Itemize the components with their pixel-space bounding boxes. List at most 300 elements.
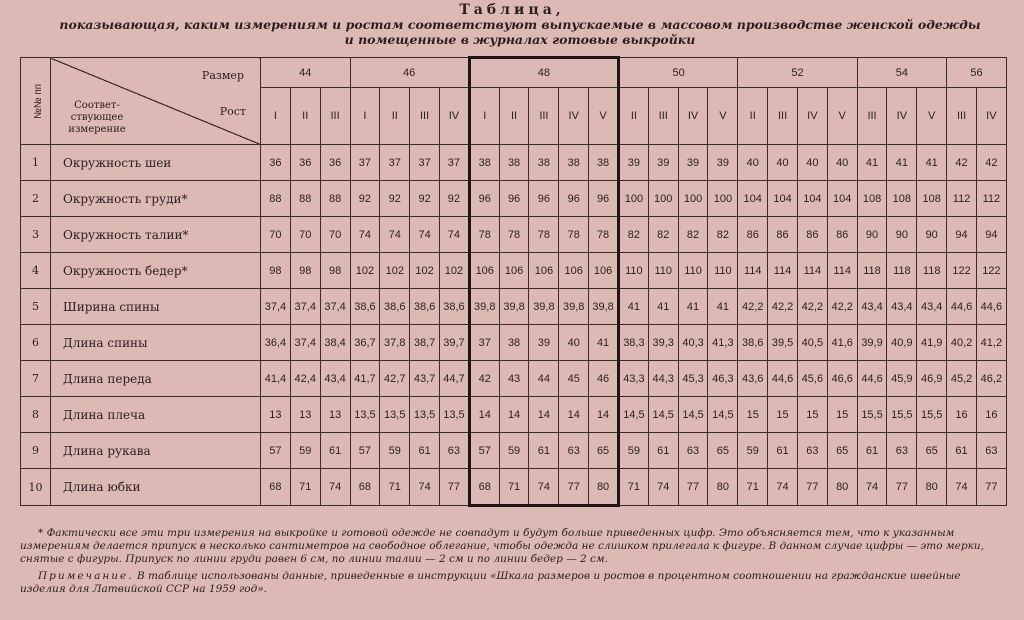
value-cell: 71 (738, 469, 768, 506)
value-cell: 68 (350, 469, 380, 506)
value-cell: 14 (499, 397, 529, 433)
value-cell: 74 (529, 469, 559, 506)
row-number: 1 (21, 145, 51, 181)
value-cell: 40,5 (797, 325, 827, 361)
value-cell: 71 (499, 469, 529, 506)
value-cell: 15 (768, 397, 798, 433)
value-cell: 92 (380, 181, 410, 217)
value-cell: 104 (797, 181, 827, 217)
value-cell: 44 (529, 361, 559, 397)
value-cell: 112 (976, 181, 1006, 217)
value-cell: 100 (708, 181, 738, 217)
value-cell: 77 (887, 469, 917, 506)
value-cell: 38,6 (440, 289, 470, 325)
value-cell: 38 (499, 145, 529, 181)
value-cell: 90 (857, 217, 887, 253)
value-cell: 36 (261, 145, 291, 181)
value-cell: 59 (499, 433, 529, 469)
value-cell: 39,8 (499, 289, 529, 325)
value-cell: 13 (261, 397, 291, 433)
value-cell: 39,8 (559, 289, 589, 325)
row-number: 5 (21, 289, 51, 325)
value-cell: 70 (320, 217, 350, 253)
value-cell: 88 (261, 181, 291, 217)
height-header-48-III: III (529, 88, 559, 145)
value-cell: 41 (678, 289, 708, 325)
value-cell: 90 (887, 217, 917, 253)
height-header-44-III: III (320, 88, 350, 145)
value-cell: 40 (797, 145, 827, 181)
value-cell: 13,5 (350, 397, 380, 433)
value-cell: 43,4 (320, 361, 350, 397)
value-cell: 86 (768, 217, 798, 253)
value-cell: 80 (917, 469, 947, 506)
value-cell: 110 (678, 253, 708, 289)
value-cell: 39,8 (589, 289, 619, 325)
subtitle-line-2: и помещенные в журналах готовые выкройки (344, 32, 696, 47)
value-cell: 41 (648, 289, 678, 325)
value-cell: 78 (559, 217, 589, 253)
value-cell: 63 (976, 433, 1006, 469)
value-cell: 37 (410, 145, 440, 181)
value-cell: 96 (469, 181, 499, 217)
value-cell: 106 (469, 253, 499, 289)
height-header-56-III: III (947, 88, 977, 145)
value-cell: 13 (290, 397, 320, 433)
value-cell: 98 (290, 253, 320, 289)
value-cell: 37 (440, 145, 470, 181)
value-cell: 57 (261, 433, 291, 469)
value-cell: 86 (797, 217, 827, 253)
value-cell: 118 (887, 253, 917, 289)
diagonal-header-cell (51, 58, 261, 145)
value-cell: 38,6 (350, 289, 380, 325)
value-cell: 108 (917, 181, 947, 217)
value-cell: 122 (976, 253, 1006, 289)
value-cell: 41,7 (350, 361, 380, 397)
value-cell: 44,6 (768, 361, 798, 397)
value-cell: 74 (380, 217, 410, 253)
value-cell: 41 (589, 325, 619, 361)
value-cell: 45,9 (887, 361, 917, 397)
value-cell: 96 (499, 181, 529, 217)
value-cell: 63 (440, 433, 470, 469)
value-cell: 36,7 (350, 325, 380, 361)
size-header-54: 54 (857, 58, 947, 88)
value-cell: 59 (290, 433, 320, 469)
remark-label: Примечание. (38, 570, 134, 582)
value-cell: 114 (797, 253, 827, 289)
row-number: 8 (21, 397, 51, 433)
value-cell: 41,6 (827, 325, 857, 361)
value-cell: 106 (589, 253, 619, 289)
subtitle-line-1: показывающая, каким измерениям и ростам соответствуют выпускаемые в массовом производстве женской одежды (59, 17, 981, 32)
value-cell: 74 (947, 469, 977, 506)
measurement-name: Ширина спины (51, 289, 261, 325)
value-cell: 112 (947, 181, 977, 217)
value-cell: 78 (529, 217, 559, 253)
value-cell: 38 (529, 145, 559, 181)
value-cell: 37,4 (290, 289, 320, 325)
value-cell: 37,8 (380, 325, 410, 361)
value-cell: 82 (648, 217, 678, 253)
row-number: 3 (21, 217, 51, 253)
value-cell: 15,5 (917, 397, 947, 433)
height-header-52-V: V (827, 88, 857, 145)
value-cell: 39 (529, 325, 559, 361)
value-cell: 40 (768, 145, 798, 181)
value-cell: 42,2 (827, 289, 857, 325)
value-cell: 80 (708, 469, 738, 506)
value-cell: 15 (738, 397, 768, 433)
height-header-52-IV: IV (797, 88, 827, 145)
document-title: Таблица, (459, 2, 565, 18)
table-row (21, 433, 1007, 469)
value-cell: 36 (290, 145, 320, 181)
value-cell: 37,4 (290, 325, 320, 361)
value-cell: 45,6 (797, 361, 827, 397)
value-cell: 37 (380, 145, 410, 181)
value-cell: 16 (976, 397, 1006, 433)
measurement-name: Длина спины (51, 325, 261, 361)
value-cell: 96 (529, 181, 559, 217)
value-cell: 40 (827, 145, 857, 181)
table-row (21, 145, 1007, 181)
value-cell: 43,3 (618, 361, 648, 397)
value-cell: 78 (499, 217, 529, 253)
height-header-44-II: II (290, 88, 320, 145)
value-cell: 118 (857, 253, 887, 289)
value-cell: 77 (797, 469, 827, 506)
size-label: Размер (201, 69, 244, 82)
height-header-54-V: V (917, 88, 947, 145)
value-cell: 14 (529, 397, 559, 433)
value-cell: 38,7 (410, 325, 440, 361)
value-cell: 74 (768, 469, 798, 506)
value-cell: 42,2 (738, 289, 768, 325)
value-cell: 41 (887, 145, 917, 181)
value-cell: 100 (618, 181, 648, 217)
value-cell: 16 (947, 397, 977, 433)
value-cell: 82 (678, 217, 708, 253)
value-cell: 71 (380, 469, 410, 506)
value-cell: 114 (768, 253, 798, 289)
value-cell: 65 (917, 433, 947, 469)
value-cell: 46 (589, 361, 619, 397)
value-cell: 44,6 (947, 289, 977, 325)
value-cell: 74 (648, 469, 678, 506)
value-cell: 41,4 (261, 361, 291, 397)
row-number: 6 (21, 325, 51, 361)
value-cell: 96 (559, 181, 589, 217)
value-cell: 63 (678, 433, 708, 469)
value-cell: 77 (559, 469, 589, 506)
table-row (21, 181, 1007, 217)
value-cell: 38,6 (410, 289, 440, 325)
value-cell: 42,4 (290, 361, 320, 397)
value-cell: 102 (410, 253, 440, 289)
measurement-name: Окружность шеи (51, 145, 261, 181)
value-cell: 14 (559, 397, 589, 433)
value-cell: 37 (350, 145, 380, 181)
value-cell: 42,2 (797, 289, 827, 325)
value-cell: 77 (976, 469, 1006, 506)
value-cell: 88 (320, 181, 350, 217)
value-cell: 39,7 (440, 325, 470, 361)
value-cell: 45,2 (947, 361, 977, 397)
value-cell: 86 (827, 217, 857, 253)
value-cell: 42 (976, 145, 1006, 181)
table-row (21, 325, 1007, 361)
value-cell: 104 (827, 181, 857, 217)
value-cell: 114 (738, 253, 768, 289)
value-cell: 38,3 (618, 325, 648, 361)
value-cell: 77 (678, 469, 708, 506)
value-cell: 110 (648, 253, 678, 289)
value-cell: 39,8 (529, 289, 559, 325)
value-cell: 74 (350, 217, 380, 253)
value-cell: 94 (976, 217, 1006, 253)
value-cell: 80 (589, 469, 619, 506)
value-cell: 59 (380, 433, 410, 469)
size-header-52: 52 (738, 58, 857, 88)
value-cell: 80 (827, 469, 857, 506)
row-number: 4 (21, 253, 51, 289)
value-cell: 45 (559, 361, 589, 397)
value-cell: 42 (469, 361, 499, 397)
value-cell: 38 (469, 145, 499, 181)
value-cell: 43,6 (738, 361, 768, 397)
height-header-46-IV: IV (440, 88, 470, 145)
value-cell: 102 (380, 253, 410, 289)
value-cell: 96 (589, 181, 619, 217)
value-cell: 40,3 (678, 325, 708, 361)
value-cell: 106 (529, 253, 559, 289)
value-cell: 88 (290, 181, 320, 217)
value-cell: 74 (410, 469, 440, 506)
value-cell: 61 (529, 433, 559, 469)
table-row (21, 253, 1007, 289)
value-cell: 57 (350, 433, 380, 469)
size-header-48: 48 (469, 58, 618, 88)
value-cell: 78 (469, 217, 499, 253)
table-row (21, 217, 1007, 253)
value-cell: 42,2 (768, 289, 798, 325)
value-cell: 44,6 (976, 289, 1006, 325)
value-cell: 71 (290, 469, 320, 506)
value-cell: 61 (648, 433, 678, 469)
value-cell: 108 (887, 181, 917, 217)
value-cell: 65 (708, 433, 738, 469)
height-header-48-I: I (469, 88, 499, 145)
value-cell: 14,5 (708, 397, 738, 433)
value-cell: 98 (320, 253, 350, 289)
value-cell: 40,2 (947, 325, 977, 361)
value-cell: 63 (797, 433, 827, 469)
value-cell: 38 (499, 325, 529, 361)
measurement-name: Длина юбки (51, 469, 261, 506)
value-cell: 43,7 (410, 361, 440, 397)
value-cell: 41,9 (917, 325, 947, 361)
value-cell: 57 (469, 433, 499, 469)
size-table (20, 56, 1007, 507)
measurement-name: Окружность талии* (51, 217, 261, 253)
remark-text: В таблице использованы данные, приведенные в инструкции «Шкала размеров и ростов в процентном соотношении на гражданские швейные изделия для Латвийской ССР на 1959 год». (20, 570, 961, 595)
value-cell: 14,5 (678, 397, 708, 433)
row-number: 7 (21, 361, 51, 397)
row-number: 2 (21, 181, 51, 217)
value-cell: 92 (440, 181, 470, 217)
value-cell: 102 (440, 253, 470, 289)
value-cell: 46,9 (917, 361, 947, 397)
value-cell: 102 (350, 253, 380, 289)
value-cell: 114 (827, 253, 857, 289)
value-cell: 13,5 (440, 397, 470, 433)
value-cell: 38 (589, 145, 619, 181)
value-cell: 38,6 (738, 325, 768, 361)
value-cell: 92 (350, 181, 380, 217)
value-cell: 40,9 (887, 325, 917, 361)
value-cell: 63 (887, 433, 917, 469)
size-header-46: 46 (350, 58, 469, 88)
table-row (21, 289, 1007, 325)
value-cell: 74 (440, 217, 470, 253)
value-cell: 39,8 (469, 289, 499, 325)
value-cell: 110 (618, 253, 648, 289)
height-header-56-IV: IV (976, 88, 1006, 145)
value-cell: 65 (589, 433, 619, 469)
value-cell: 41 (917, 145, 947, 181)
value-cell: 37 (469, 325, 499, 361)
value-cell: 92 (410, 181, 440, 217)
measurement-name: Длина переда (51, 361, 261, 397)
value-cell: 46,3 (708, 361, 738, 397)
value-cell: 122 (947, 253, 977, 289)
value-cell: 94 (947, 217, 977, 253)
value-cell: 106 (559, 253, 589, 289)
value-cell: 61 (320, 433, 350, 469)
value-cell: 36,4 (261, 325, 291, 361)
height-header-44-I: I (261, 88, 291, 145)
measurement-name: Длина рукава (51, 433, 261, 469)
value-cell: 43,4 (917, 289, 947, 325)
remark (20, 570, 1006, 596)
value-cell: 98 (261, 253, 291, 289)
value-cell: 39,3 (648, 325, 678, 361)
value-cell: 41 (708, 289, 738, 325)
height-header-52-II: II (738, 88, 768, 145)
notes-section (20, 527, 1006, 596)
value-cell: 15,5 (857, 397, 887, 433)
value-cell: 61 (857, 433, 887, 469)
value-cell: 44,7 (440, 361, 470, 397)
row-number: 9 (21, 433, 51, 469)
footnote: * Фактически все эти три измерения на выкройке и готовой одежде не совпадут и будут больше приведенных цифр. Это объясняется тем, что к указанным измерениям делается припуск в несколько сантиметров на свободное облегание, чтобы одежда не слишком прилегала к фигуре. В данном случае цифры — это мерки, снятые с фигуры. Припуск по линии груди равен 6 см, по линии талии — 2 см и по линии бедер — 2 см. (20, 527, 984, 565)
value-cell: 90 (917, 217, 947, 253)
value-cell: 39 (708, 145, 738, 181)
value-cell: 15 (827, 397, 857, 433)
height-header-54-III: III (857, 88, 887, 145)
size-header-56: 56 (947, 58, 1007, 88)
value-cell: 63 (559, 433, 589, 469)
value-cell: 43 (499, 361, 529, 397)
value-cell: 59 (618, 433, 648, 469)
value-cell: 104 (768, 181, 798, 217)
value-cell: 65 (827, 433, 857, 469)
value-cell: 43,4 (887, 289, 917, 325)
table-row (21, 397, 1007, 433)
value-cell: 38,4 (320, 325, 350, 361)
value-cell: 42 (947, 145, 977, 181)
value-cell: 13,5 (380, 397, 410, 433)
height-header-48-II: II (499, 88, 529, 145)
measurement-name: Окружность груди* (51, 181, 261, 217)
value-cell: 68 (469, 469, 499, 506)
height-header-50-V: V (708, 88, 738, 145)
value-cell: 41 (618, 289, 648, 325)
value-cell: 74 (410, 217, 440, 253)
height-header-46-I: I (350, 88, 380, 145)
height-header-46-II: II (380, 88, 410, 145)
value-cell: 78 (589, 217, 619, 253)
row-number-header: №№ пп (21, 58, 51, 145)
height-header-50-III: III (648, 88, 678, 145)
value-cell: 100 (648, 181, 678, 217)
table-row (21, 361, 1007, 397)
value-cell: 74 (320, 469, 350, 506)
value-cell: 39,5 (768, 325, 798, 361)
value-cell: 82 (618, 217, 648, 253)
value-cell: 61 (768, 433, 798, 469)
value-cell: 118 (917, 253, 947, 289)
size-header-50: 50 (618, 58, 737, 88)
height-header-50-IV: IV (678, 88, 708, 145)
value-cell: 70 (261, 217, 291, 253)
height-header-48-V: V (589, 88, 619, 145)
value-cell: 71 (618, 469, 648, 506)
value-cell: 15,5 (887, 397, 917, 433)
value-cell: 39 (678, 145, 708, 181)
value-cell: 43,4 (857, 289, 887, 325)
value-cell: 38,6 (380, 289, 410, 325)
document-subtitle (40, 17, 1000, 47)
value-cell: 86 (738, 217, 768, 253)
size-header-row (21, 58, 1007, 88)
value-cell: 45,3 (678, 361, 708, 397)
value-cell: 59 (738, 433, 768, 469)
table-row (21, 469, 1007, 506)
value-cell: 110 (708, 253, 738, 289)
height-header-48-IV: IV (559, 88, 589, 145)
value-cell: 106 (499, 253, 529, 289)
value-cell: 13 (320, 397, 350, 433)
value-cell: 14 (589, 397, 619, 433)
value-cell: 14,5 (648, 397, 678, 433)
value-cell: 40 (559, 325, 589, 361)
value-cell: 108 (857, 181, 887, 217)
value-cell: 39 (648, 145, 678, 181)
value-cell: 15 (797, 397, 827, 433)
value-cell: 39 (618, 145, 648, 181)
height-header-54-IV: IV (887, 88, 917, 145)
value-cell: 37,4 (320, 289, 350, 325)
value-cell: 68 (261, 469, 291, 506)
value-cell: 14 (469, 397, 499, 433)
measurement-name: Окружность бедер* (51, 253, 261, 289)
value-cell: 44,6 (857, 361, 887, 397)
value-cell: 39,9 (857, 325, 887, 361)
value-cell: 44,3 (648, 361, 678, 397)
